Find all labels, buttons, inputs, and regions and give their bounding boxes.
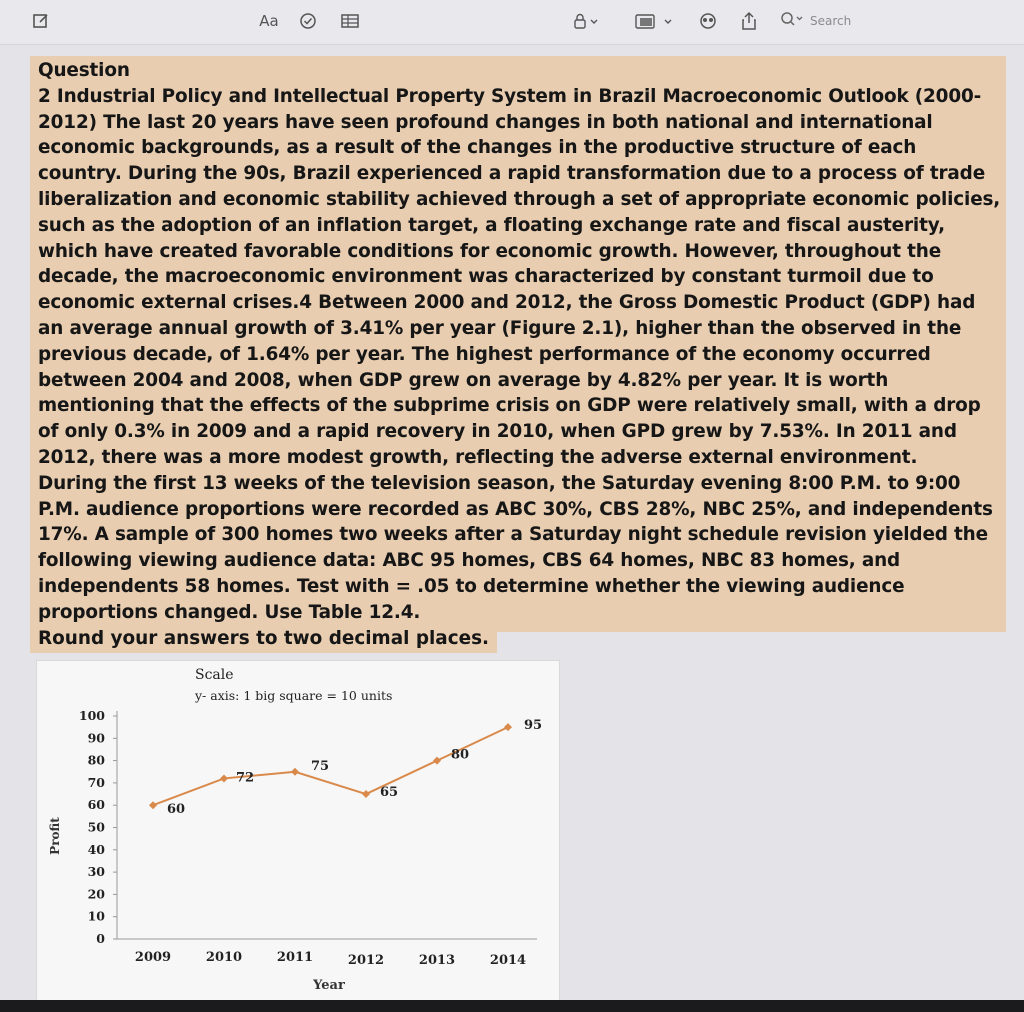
chart-title: Scale: [195, 667, 234, 683]
notes-toolbar: [0, 0, 1024, 45]
share-icon[interactable]: [740, 10, 758, 32]
data-point-marker: [220, 774, 228, 782]
lock-icon[interactable]: [572, 10, 602, 32]
bottom-edge: [0, 1000, 1024, 1012]
x-tick-label: 2014: [489, 953, 527, 968]
y-tick-label: 80: [87, 752, 105, 768]
x-tick-label: 2013: [418, 953, 456, 968]
paragraph-industrial-policy: 2 Industrial Policy and Intellectual Property System in Brazil Macroeconomic Outlook (2000-2012) The last 20 years have seen profound changes in both national and international economic backgrounds, as a result of the changes in the productive structure of each country. During the 90s, Brazil experienced a rapid transformation due to a process of trade liberalization and economic stability achieved through a set of appropriate economic policies, such as the adoption of an inflation target, a floating exchange rate and fiscal austerity, which have created favorable conditions for economic growth. However, throughout the decade, the macroeconomic environment was characterized by constant turmoil due to economic external crises.4 Between 2000 and 2012, the Gross Domestic Product (GDP) had an average annual growth of 3.41% per year (Figure 2.1), higher than the observed in the previous decade, of 1.64% per year. The highest performance of the economy occurred between 2004 and 2008, when GDP grew on average by 4.82% per year. It is worth mentioning that the effects of the subprime crisis on GDP were relatively small, with a drop of only 0.3% in 2009 and a rapid recovery in 2010, when GPD grew by 7.53%. In 2011 and 2012, there was a more modest growth, reflecting the adverse external environment.: [38, 85, 1001, 468]
chart-image: [36, 660, 560, 1005]
data-point-marker: [291, 768, 299, 776]
search-icon: [780, 11, 806, 31]
data-point-marker: [433, 757, 441, 765]
y-tick-label: 50: [87, 819, 105, 835]
question-heading: Question: [38, 60, 130, 81]
collaborate-icon[interactable]: [697, 10, 719, 32]
table-icon[interactable]: [340, 10, 360, 32]
data-label: 72: [236, 770, 255, 786]
data-label: 60: [167, 802, 186, 818]
chart-subtitle: y- axis: 1 big square = 10 units: [195, 688, 393, 703]
x-tick-label: 2009: [134, 950, 172, 965]
y-tick-label: 10: [87, 908, 105, 924]
data-point-marker: [504, 723, 512, 731]
highlighted-question-block: [30, 56, 1006, 632]
x-axis-label: Year: [313, 978, 345, 993]
data-label: 80: [451, 747, 470, 763]
x-tick-label: 2012: [347, 953, 385, 968]
y-tick-label: 0: [96, 931, 105, 946]
search-input[interactable]: [810, 14, 880, 28]
data-label: 75: [311, 758, 330, 774]
y-tick-label: 100: [78, 708, 105, 723]
y-tick-label: 60: [87, 797, 105, 813]
data-point-marker: [362, 790, 370, 798]
note-body[interactable]: [38, 58, 1004, 626]
search-bar[interactable]: [780, 9, 890, 33]
y-axis-label: Profit: [48, 817, 62, 855]
x-tick-label: 2011: [276, 950, 314, 965]
media-icon[interactable]: [634, 10, 674, 32]
checklist-icon[interactable]: [299, 10, 317, 32]
paragraph-audience-proportions: During the first 13 weeks of the television season, the Saturday evening 8:00 P.M. to 9:00 P.M. audience proportions were recorded as ABC 30%, CBS 28%, NBC 25%, and independents 17%. A sample of 300 homes two weeks after a Saturday night schedule revision yielded the following viewing audience data: ABC 95 homes, CBS 64 homes, NBC 83 homes, and independents 58 homes. Test with = .05 to determine whether the viewing audience proportions changed. Use Table 12.4.: [38, 472, 993, 623]
data-point-marker: [149, 801, 157, 809]
format-text-button[interactable]: Aa: [259, 12, 279, 30]
data-label: 95: [524, 718, 543, 734]
profit-line-chart: [37, 661, 559, 1004]
rounding-instruction: Round your answers to two decimal places.: [30, 625, 497, 653]
compose-note-icon[interactable]: [32, 10, 50, 32]
y-tick-label: 90: [87, 730, 105, 746]
series-line: [153, 727, 508, 805]
y-tick-label: 40: [87, 841, 105, 857]
y-tick-label: 20: [87, 886, 105, 902]
y-tick-label: 30: [87, 864, 105, 880]
data-label: 65: [380, 785, 399, 801]
x-tick-label: 2010: [205, 950, 243, 965]
y-tick-label: 70: [87, 774, 105, 790]
